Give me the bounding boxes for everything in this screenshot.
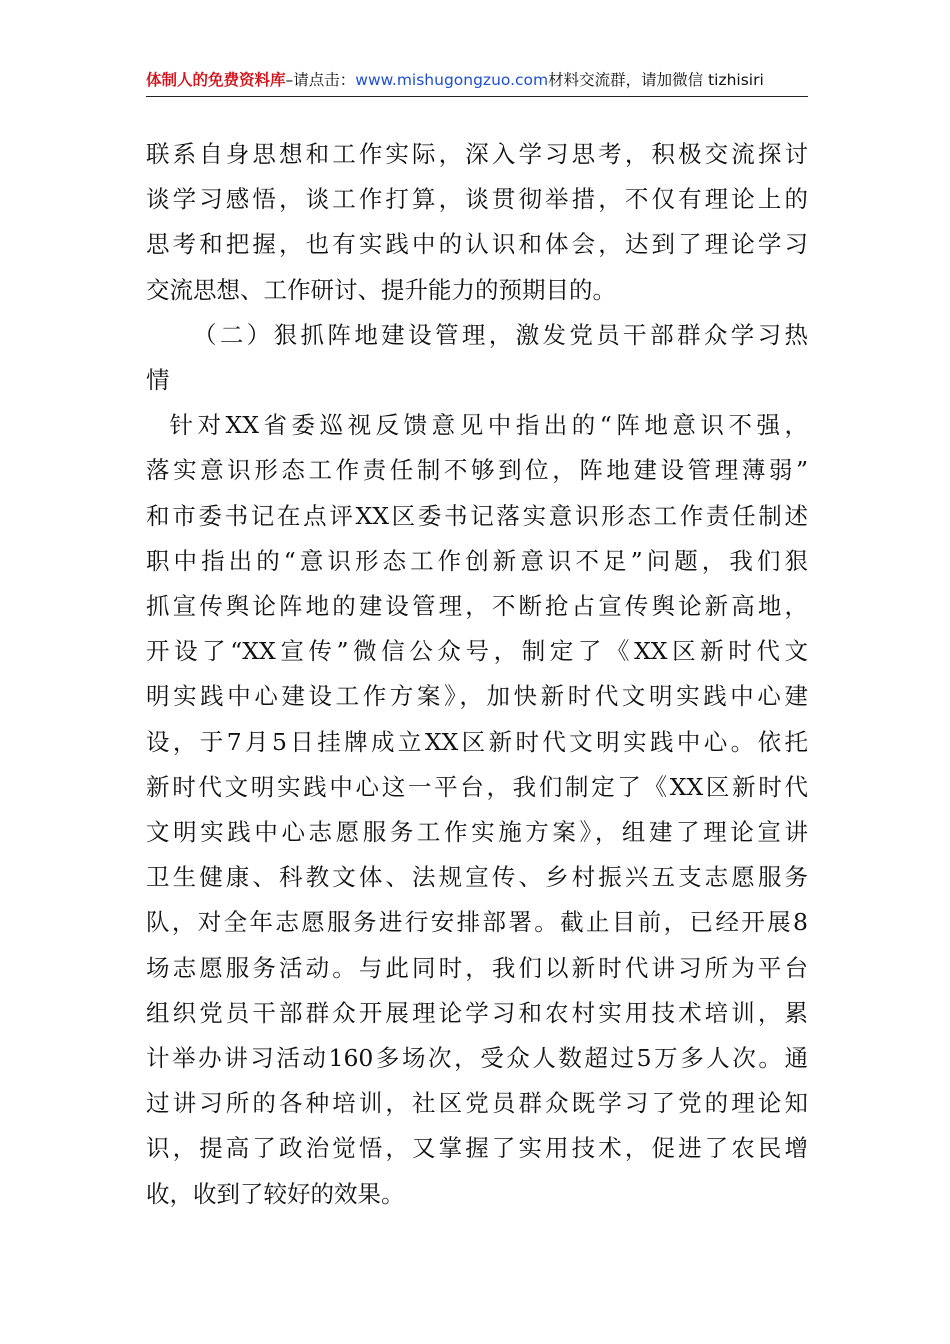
- section-heading-2: [146, 313, 808, 403]
- paragraph-line: 设，于7月5日挂牌成立XX区新时代文明实践中心。依托: [146, 727, 808, 756]
- document-body: [146, 132, 808, 1217]
- paragraph-line: 组织党员干部群众开展理论学习和农村实用技术培训，累: [146, 998, 808, 1027]
- paragraph-line: 联系自身思想和工作实际，深入学习思考，积极交流探讨: [146, 140, 808, 168]
- heading-line: （二）狠抓阵地建设管理，激发党员干部群众学习热: [193, 320, 808, 349]
- paragraph-line: 计举办讲习活动160多场次，受众人数超过5万多人次。通: [146, 1044, 808, 1073]
- paragraph-line: 队，对全年志愿服务进行安排部署。截止目前，已经开展8: [146, 908, 808, 937]
- header-url-link[interactable]: www.mishugongzuo.com: [355, 71, 549, 89]
- paragraph-line: 新时代文明实践中心这一平台，我们制定了《XX区新时代: [146, 772, 808, 801]
- paragraph-line: 交流思想、工作研讨、提升能力的预期目的。: [146, 275, 616, 304]
- paragraph-1: [146, 132, 808, 313]
- paragraph-line: 文明实践中心志愿服务工作实施方案》，组建了理论宣讲: [146, 818, 808, 847]
- header-brand: 体制人的免费资料库: [146, 71, 286, 89]
- paragraph-line: 收，收到了较好的效果。: [146, 1179, 405, 1208]
- paragraph-line: 过讲习所的各种培训，社区党员群众既学习了党的理论知: [146, 1089, 808, 1118]
- paragraph-line: 和市委书记在点评XX区委书记落实意识形态工作责任制述: [146, 501, 808, 530]
- paragraph-line: 开设了“XX宣传”微信公众号，制定了《XX区新时代文: [146, 637, 808, 666]
- paragraph-line: 抓宣传舆论阵地的建设管理，不断抢占宣传舆论新高地，: [146, 592, 808, 621]
- header-contact: 材料交流群，请加微信 tizhisiri: [548, 71, 764, 89]
- paragraph-line: 识，提高了政治觉悟，又掌握了实用技术，促进了农民增: [146, 1134, 808, 1163]
- heading-line: 情: [146, 366, 170, 395]
- paragraph-line: 针对XX省委巡视反馈意见中指出的“阵地意识不强，: [169, 411, 808, 440]
- paragraph-line: 卫生健康、科教文体、法规宣传、乡村振兴五支志愿服务: [146, 863, 808, 892]
- paragraph-line: 谈学习感悟，谈工作打算，谈贯彻举措，不仅有理论上的: [146, 185, 808, 214]
- paragraph-line: 落实意识形态工作责任制不够到位，阵地建设管理薄弱”: [146, 456, 808, 485]
- page-header: [146, 66, 808, 97]
- paragraph-line: 场志愿服务活动。与此同时，我们以新时代讲习所为平台: [146, 953, 808, 982]
- paragraph-2: [146, 403, 808, 1217]
- header-link-lead: –请点击：: [285, 71, 356, 89]
- paragraph-line: 明实践中心建设工作方案》，加快新时代文明实践中心建: [146, 682, 808, 711]
- paragraph-line: 职中指出的“意识形态工作创新意识不足”问题，我们狠: [146, 546, 808, 575]
- paragraph-line: 思考和把握，也有实践中的认识和体会，达到了理论学习: [146, 230, 808, 259]
